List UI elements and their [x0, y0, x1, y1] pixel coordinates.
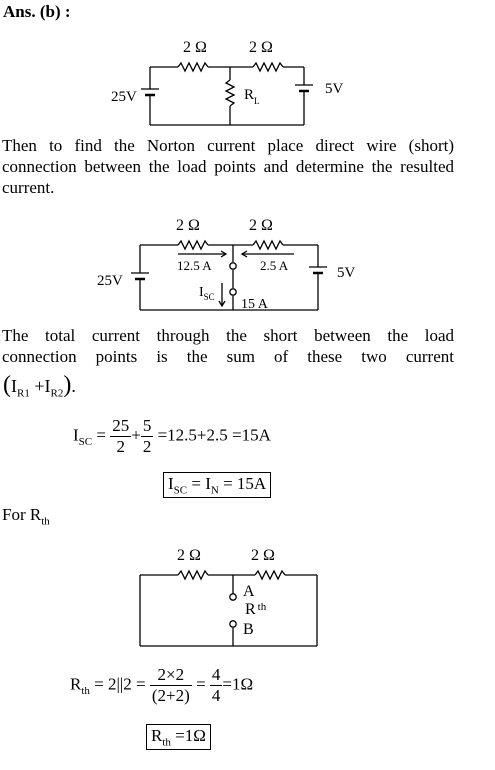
rl-label: $R_L$ [244, 87, 260, 106]
resistor-rl [226, 80, 234, 106]
source-5v-label: 5V [325, 81, 344, 97]
r1-label: 2 Ω [176, 217, 200, 234]
resistor-r1 [178, 63, 208, 71]
resistor-r2 [253, 241, 283, 249]
terminal-a [230, 594, 236, 600]
isc-equation: $I_{SC}$ = $\frac{25}{2}$ + $\frac{5}{2}$ =12.5+2.5 =15A [73, 416, 271, 456]
source-5v-label: 5V [337, 265, 356, 281]
resistor-r1 [178, 571, 208, 579]
resistor-r1 [178, 241, 208, 249]
r2-label: 2 Ω [249, 217, 273, 234]
circuit-diagram-3 [0, 530, 495, 660]
paragraph-total-current: The total current through the short between the load connection points is the sum of these two current [2, 326, 454, 366]
r1-label: 2 Ω [183, 39, 207, 56]
answer-heading: Ans. (b) : [3, 2, 71, 21]
isc-label: $I_{SC}$ [199, 285, 215, 302]
resistor-r2 [255, 571, 285, 579]
current-sum-expression: $(I_{R1} +I_{R2})$. [3, 372, 76, 400]
current-15a-label: 15 A [241, 297, 268, 312]
r2-label: 2 Ω [251, 547, 275, 564]
terminal-b [230, 621, 236, 627]
result-box-rth: $R_{th} =1\Omega$ [146, 724, 211, 750]
rth-equation: $R_{th} = 2||2$ = $\frac{2\times 2}{(2+2)}$ = $\frac{4}{4}$ =1Ω [70, 665, 254, 705]
current-12-5a-label: 12.5 A [177, 258, 212, 273]
current-2-5a-label: 2.5 A [260, 258, 289, 273]
circuit-diagram-1 [0, 0, 495, 140]
rth-label: R $^{th}$ [245, 601, 267, 618]
r2-label: 2 Ω [249, 39, 273, 56]
result-box-isc: $I_{SC} = I_N = 15A$ [163, 472, 271, 498]
for-rth-heading: For $R_{th}$ [2, 505, 50, 528]
terminal-a-label: A [243, 583, 255, 600]
source-25v-label: 25V [97, 273, 123, 289]
paragraph-norton: Then to find the Norton current place direct wire (short) connection between the load points and determine the resulted current. [2, 136, 454, 197]
terminal-b-label: B [243, 621, 254, 638]
r1-label: 2 Ω [177, 547, 201, 564]
resistor-r2 [253, 63, 283, 71]
circuit-diagram-2 [0, 200, 495, 325]
source-25v-label: 25V [111, 89, 137, 105]
